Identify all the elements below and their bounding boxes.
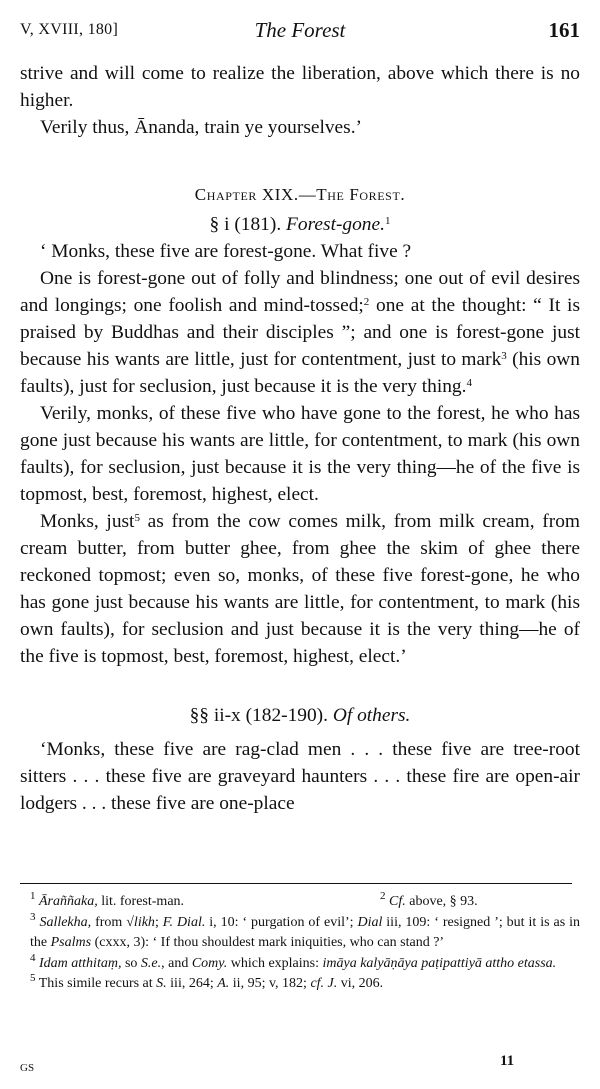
signature-mark: GS (20, 1062, 35, 1074)
section-heading-182-190: §§ ii-x (182-190). Of others. (189, 705, 411, 726)
footnote-rule (20, 883, 572, 884)
page-number: 161 (548, 18, 580, 42)
page-footer (20, 1055, 580, 1075)
paragraph: ‘Monks, these five are rag-clad men . . . these five are tree-root sitters . . . these five are graveyard haunters . . . these fire are open-air lodgers . . . these five are one-place (20, 739, 580, 814)
footnote-ref: 5 (134, 512, 140, 524)
footnote-ref: 2 (363, 296, 370, 308)
running-header (20, 18, 580, 44)
footnote-1-2: $^1$ Āraññaka, lit. forest-man. $^2$ Cf. above, § 93. (30, 890, 478, 909)
paragraph: One is forest-gone out of folly and blindness; one out of evil desires and longings; one foolish and mind-tossed;$^2$ one at the thought: “ It is praised by Buddhas and their disciples ”; and one is forest-gone just because his wants are little, just for contentment, just to mark$^3$ (his own faults), just for seclusion, just because it is the very thing.$^4$ (20, 268, 580, 397)
gathering-number: 11 (500, 1053, 515, 1069)
header-title: The Forest (254, 18, 346, 42)
page-body (20, 60, 580, 817)
footnote-ref: 3 (501, 350, 507, 362)
paragraph-closing: Verily thus, Ānanda, train ye yourselves.’ (40, 117, 363, 138)
footnote-ref: 1 (384, 215, 391, 227)
paragraph: Monks, just$^5$ as from the cow comes milk, from milk cream, from cream butter, from butter ghee, from ghee the skim of ghee there reckoned topmost; even so, monks, of these five forest-gone, he who has gone just because his wants are little, for contentment, to mark (his own faults), for seclusion and just because it is the very thing—he of the five is topmost, best, foremost, highest, elect.’ (20, 511, 580, 667)
paragraph: ‘ Monks, these five are forest-gone. What five ? (40, 241, 412, 262)
footnotes (20, 892, 580, 995)
footnote-4: $^4$ Idam atthitaṃ, so S.e., and Comy. which explains: imāya kalyāṇāya paṭipattiyā attho etassa. (30, 951, 557, 971)
footnote-ref: 4 (466, 377, 472, 389)
footnote-5: $^5$ This simile recurs at S. iii, 264; A. ii, 95; v, 182; cf. J. vi, 206. (30, 972, 384, 991)
paragraph-continuation: strive and will come to realize the liberation, above which there is no higher. (20, 63, 580, 111)
paragraph: Verily, monks, of these five who have gone to the forest, he who has gone just because his wants are little, for contentment, to mark (his own faults), for seclusion, just because it is the very thing—he of the five is topmost, best, foremost, highest, elect. (20, 403, 580, 505)
header-reference: V, XVIII, 180] (20, 21, 119, 38)
footnote-3: $^3$ Sallekha, from √likh; F. Dial. i, 10: ‘ purgation of evil’; Dial iii, 109: ‘ resigned ’; but it is as in the Psalms (cxxx, 3): ‘ If thou shouldest mark iniquities, who can stand ?’ (30, 910, 580, 950)
chapter-heading: Chapter XIX.—The Forest. (194, 185, 406, 204)
section-heading-181: § i (181). Forest-gone.$^1$ (209, 214, 391, 235)
